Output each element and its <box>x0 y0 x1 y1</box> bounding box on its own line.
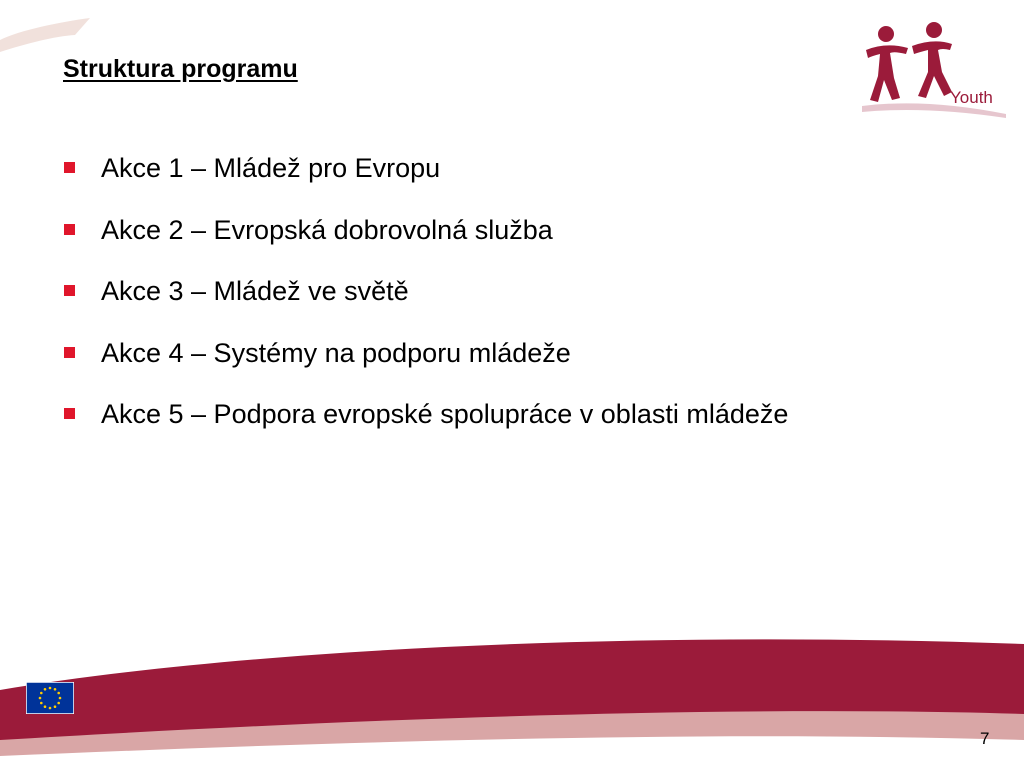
bullet-text: Akce 3 – Mládež ve světě <box>101 276 409 306</box>
bullet-square-icon <box>64 224 75 235</box>
page-number: 7 <box>980 729 990 748</box>
list-item <box>60 210 788 272</box>
logo-wordmark: Youth <box>950 88 993 107</box>
list-item <box>60 394 788 456</box>
bullet-list <box>60 148 788 456</box>
bullet-square-icon <box>64 408 75 419</box>
list-item <box>60 271 788 333</box>
bullet-text: Akce 1 – Mládež pro Evropu <box>101 153 441 183</box>
eu-flag-icon <box>26 682 74 714</box>
list-item <box>60 148 788 210</box>
bullet-text: Akce 2 – Evropská dobrovolná služba <box>101 214 553 245</box>
list-item <box>60 333 788 395</box>
slide-title: Struktura programu <box>63 55 298 83</box>
bottom-decorative-band <box>0 630 1024 768</box>
bullet-text: Akce 5 – Podpora evropské spolupráce v oblasti mládeže <box>101 399 789 429</box>
bullet-text: Akce 4 – Systémy na podporu mládeže <box>101 337 571 368</box>
bullet-square-icon <box>64 347 75 358</box>
bullet-square-icon <box>64 162 75 173</box>
bullet-square-icon <box>64 285 75 296</box>
